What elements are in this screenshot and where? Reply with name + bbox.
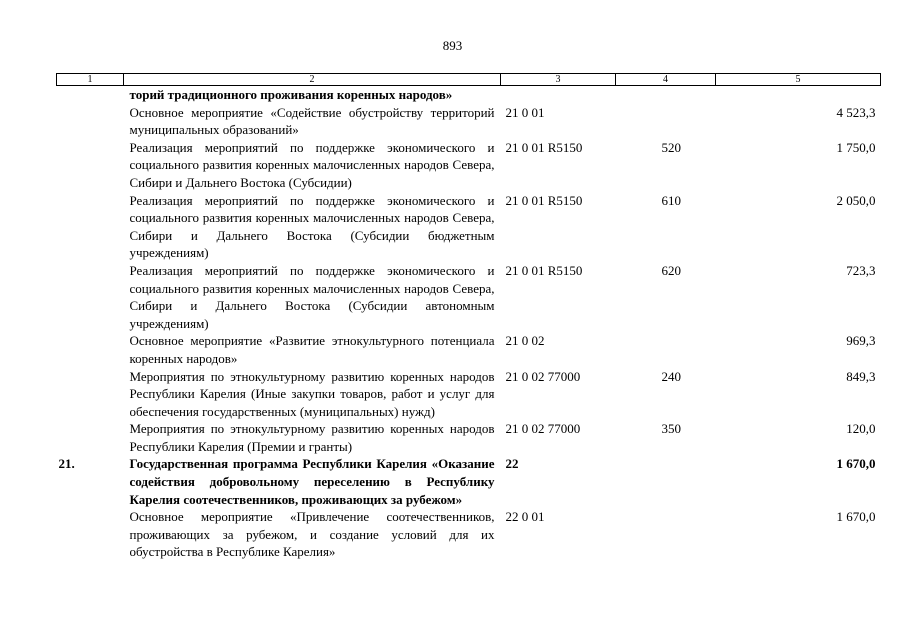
target-code-cell: 21 0 02: [505, 333, 545, 349]
item-name-cell: Мероприятия по этнокультурному развитию коренных народов Республики Карелия (Иные закупки товаров, работ и услуг для обеспечения государственных (муниципальных) нужд): [129, 368, 495, 419]
item-name-cell: Основное мероприятие «Привлечение соотечественников, проживающих за рубежом, и создание условий для их обустройства в Республике Карелия»: [129, 509, 495, 560]
expense-type-cell: 620: [661, 262, 681, 278]
item-name-cell: Реализация мероприятий по поддержке экономического и социального развития коренных малочисленных народов Севера, Сибири и Дальнего Востока (Субсидии): [129, 139, 495, 190]
expense-type-cell: 350: [661, 421, 681, 437]
target-code-cell: 21 0 01 R5150: [505, 139, 583, 155]
expense-type-cell: [616, 455, 716, 508]
target-code-cell: 22 0 01: [505, 509, 545, 525]
target-code-cell: 21 0 01 R5150: [505, 192, 583, 208]
row-number-cell: [57, 86, 124, 104]
header-row: [57, 74, 881, 86]
row-number-cell: [57, 104, 124, 139]
target-code-cell: [501, 86, 616, 104]
column-header-3: 3: [501, 74, 616, 86]
table-row: [57, 139, 881, 192]
row-number-cell: [57, 368, 124, 421]
column-header-2: 2: [124, 74, 501, 86]
column-header-1: 1: [57, 74, 124, 86]
table-row: [57, 192, 881, 262]
item-name-cell: Реализация мероприятий по поддержке экономического и социального развития коренных малочисленных народов Севера, Сибири и Дальнего Востока (Субсидии автономным учреждениям): [129, 262, 495, 331]
row-number-cell: 21.: [58, 456, 75, 472]
amount-cell: 120,0: [846, 421, 876, 437]
amount-cell: 1 670,0: [836, 456, 876, 472]
item-name-cell: торий традиционного проживания коренных народов»: [129, 87, 453, 102]
amount-cell: [716, 86, 881, 104]
table-row: [57, 332, 881, 367]
page-number: 893: [442, 38, 463, 53]
table-header: [57, 74, 881, 86]
row-number-cell: [57, 192, 124, 262]
expense-type-cell: [616, 104, 716, 139]
expense-type-cell: [616, 86, 716, 104]
target-code-cell: 21 0 01: [505, 104, 545, 120]
row-number-cell: [57, 139, 124, 192]
item-name-cell: Реализация мероприятий по поддержке экономического и социального развития коренных малочисленных народов Севера, Сибири и Дальнего Востока (Субсидии бюджетным учреждениям): [129, 192, 495, 261]
table-row: [57, 104, 881, 139]
table-row: [57, 420, 881, 455]
table-row: [57, 455, 881, 508]
table-row: [57, 508, 881, 561]
item-name-cell: Основное мероприятие «Развитие этнокультурного потенциала коренных народов»: [129, 333, 495, 366]
table-body: [57, 86, 881, 562]
row-number-cell: [57, 508, 124, 561]
amount-cell: 4 523,3: [836, 104, 876, 120]
row-number-cell: [57, 262, 124, 332]
expense-type-cell: 520: [661, 139, 681, 155]
row-number-cell: [57, 332, 124, 367]
column-header-4: 4: [616, 74, 716, 86]
target-code-cell: 21 0 02 77000: [505, 421, 581, 437]
target-code-cell: 21 0 01 R5150: [505, 262, 583, 278]
amount-cell: 2 050,0: [836, 192, 876, 208]
amount-cell: 1 750,0: [836, 139, 876, 155]
expense-type-cell: [616, 508, 716, 561]
amount-cell: 969,3: [846, 333, 876, 349]
budget-table: [56, 73, 881, 561]
expense-type-cell: 610: [661, 192, 681, 208]
table-row: [57, 86, 881, 104]
target-code-cell: 21 0 02 77000: [505, 368, 581, 384]
item-name-cell: Государственная программа Республики Карелия «Оказание содействия добровольному переселению в Республику Карелия соотечественников, проживающих за рубежом»: [129, 456, 495, 507]
expense-type-cell: 240: [661, 368, 681, 384]
item-name-cell: Основное мероприятие «Содействие обустройству территорий муниципальных образований»: [129, 104, 495, 138]
amount-cell: 1 670,0: [836, 509, 876, 525]
target-code-cell: 22: [505, 456, 519, 472]
table-row: [57, 368, 881, 421]
table-row: [57, 262, 881, 332]
item-name-cell: Мероприятия по этнокультурному развитию коренных народов Республики Карелия (Премии и гранты): [129, 421, 495, 454]
expense-type-cell: [616, 332, 716, 367]
amount-cell: 723,3: [846, 262, 876, 278]
row-number-cell: [57, 420, 124, 455]
amount-cell: 849,3: [846, 368, 876, 384]
column-header-5: 5: [716, 74, 881, 86]
